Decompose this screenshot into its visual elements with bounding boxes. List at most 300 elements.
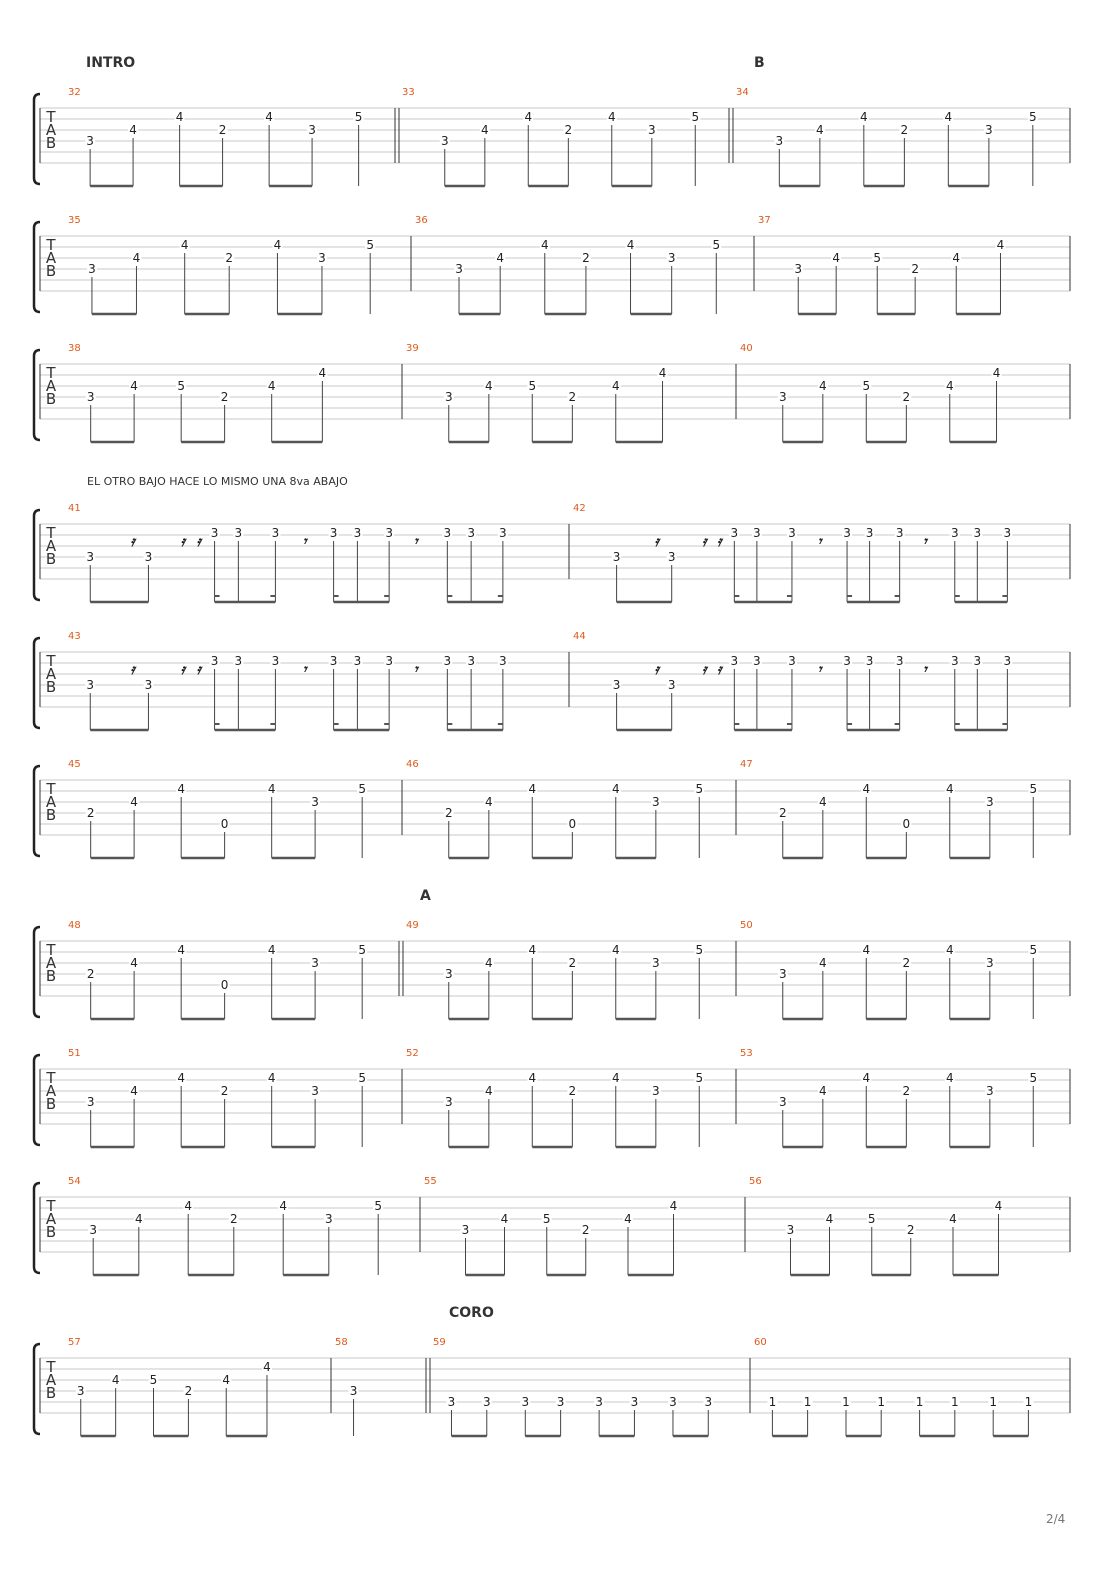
fret-number: 4 xyxy=(111,1373,120,1387)
fret-number: 3 xyxy=(444,967,453,981)
tab-clef-letter: T xyxy=(46,780,56,798)
measure-number: 47 xyxy=(740,759,753,770)
fret-number: 3 xyxy=(794,262,803,276)
fret-number: 3 xyxy=(986,956,994,970)
fret-number: 4 xyxy=(819,1084,827,1098)
fret-number: 2 xyxy=(568,390,577,404)
rest-symbol: 𝄿 xyxy=(130,662,135,678)
fret-number: 4 xyxy=(952,251,961,265)
fret-number: 0 xyxy=(568,817,577,831)
fret-number: 4 xyxy=(992,366,1001,380)
fret-number: 4 xyxy=(540,238,549,252)
fret-number: 4 xyxy=(496,251,505,265)
fret-number: 4 xyxy=(524,110,533,124)
fret-number: 3 xyxy=(973,526,982,540)
tab-system xyxy=(34,343,1070,442)
measure-number: 57 xyxy=(68,1337,81,1348)
fret-number: 3 xyxy=(144,678,153,692)
fret-number: 4 xyxy=(273,238,282,252)
performance-note: EL OTRO BAJO HACE LO MISMO UNA 8va ABAJO xyxy=(87,475,348,488)
fret-number: 3 xyxy=(986,1084,994,1098)
fret-number: 3 xyxy=(385,654,393,668)
fret-number: 0 xyxy=(220,817,229,831)
fret-number: 5 xyxy=(695,943,704,957)
rest-symbol: 𝄿 xyxy=(180,534,185,550)
tab-clef-letter: T xyxy=(46,941,56,959)
fret-number: 4 xyxy=(134,1212,143,1226)
tab-clef-letter: T xyxy=(46,108,56,126)
fret-number: 5 xyxy=(1028,110,1037,124)
fret-number: 3 xyxy=(652,1084,660,1098)
measure-number: 42 xyxy=(573,503,586,514)
fret-number: 2 xyxy=(86,806,95,820)
fret-number: 4 xyxy=(819,956,827,970)
fret-number: 3 xyxy=(778,1095,787,1109)
tab-clef-letter: A xyxy=(45,1082,57,1100)
fret-number: 3 xyxy=(778,967,787,981)
tab-clef-letter: B xyxy=(45,550,57,568)
tab-system xyxy=(34,920,1070,1019)
fret-number: 3 xyxy=(778,390,787,404)
fret-number: 3 xyxy=(865,654,874,668)
fret-number: 2 xyxy=(906,1223,915,1237)
measure-number: 54 xyxy=(68,1176,81,1187)
tab-clef-letter: B xyxy=(45,678,57,696)
fret-number: 3 xyxy=(455,262,463,276)
fret-number: 1 xyxy=(989,1395,998,1409)
fret-number: 4 xyxy=(180,238,189,252)
rest-symbol: 𝄿 xyxy=(130,534,135,550)
fret-number: 4 xyxy=(626,238,635,252)
system-bracket xyxy=(34,1344,40,1434)
fret-number: 3 xyxy=(556,1395,565,1409)
system-bracket xyxy=(34,766,40,856)
fret-number: 4 xyxy=(130,379,138,393)
fret-number: 4 xyxy=(832,251,840,265)
fret-number: 2 xyxy=(218,123,227,137)
fret-number: 1 xyxy=(950,1395,959,1409)
fret-number: 3 xyxy=(612,678,621,692)
fret-number: 4 xyxy=(265,110,273,124)
fret-number: 4 xyxy=(996,238,1005,252)
fret-number: 4 xyxy=(485,379,493,393)
fret-number: 4 xyxy=(944,110,953,124)
rest-symbol: 𝄿 xyxy=(196,662,201,678)
fret-number: 3 xyxy=(271,526,280,540)
fret-number: 3 xyxy=(788,654,796,668)
rest-symbol: 𝄾 xyxy=(302,662,307,678)
fret-number: 4 xyxy=(263,1360,271,1374)
tab-clef-letter: A xyxy=(45,665,57,683)
rest-symbol: 𝄾 xyxy=(817,662,822,678)
fret-number: 3 xyxy=(973,654,982,668)
fret-number: 4 xyxy=(862,943,871,957)
tab-clef-letter: T xyxy=(46,524,56,542)
fret-number: 5 xyxy=(1029,943,1038,957)
measure-number: 37 xyxy=(758,215,771,226)
tab-system xyxy=(34,631,1070,730)
fret-number: 3 xyxy=(210,526,219,540)
tab-clef-letter: B xyxy=(45,1223,57,1241)
fret-number: 5 xyxy=(695,782,704,796)
fret-number: 4 xyxy=(222,1373,231,1387)
fret-number: 5 xyxy=(354,110,363,124)
fret-number: 5 xyxy=(1029,782,1038,796)
tab-clef-letter: B xyxy=(45,1095,57,1113)
fret-number: 5 xyxy=(867,1212,876,1226)
fret-number: 1 xyxy=(877,1395,886,1409)
fret-number: 3 xyxy=(612,550,621,564)
tab-system xyxy=(34,215,1070,314)
fret-number: 5 xyxy=(358,782,367,796)
fret-number: 5 xyxy=(695,1071,704,1085)
fret-number: 4 xyxy=(267,379,276,393)
measure-number: 34 xyxy=(736,87,749,98)
fret-number: 3 xyxy=(895,526,904,540)
tab-clef-letter: A xyxy=(45,249,57,267)
fret-number: 4 xyxy=(481,123,489,137)
section-label-intro: INTRO xyxy=(86,55,136,71)
fret-number: 2 xyxy=(582,251,590,265)
fret-number: 5 xyxy=(712,238,721,252)
fret-number: 4 xyxy=(130,1084,138,1098)
fret-number: 2 xyxy=(568,956,577,970)
tab-clef-letter: A xyxy=(45,793,57,811)
fret-number: 4 xyxy=(607,110,616,124)
fret-number: 3 xyxy=(467,654,475,668)
measure-number: 46 xyxy=(406,759,419,770)
measure-number: 40 xyxy=(740,343,753,354)
fret-number: 5 xyxy=(149,1373,158,1387)
fret-number: 4 xyxy=(611,1071,620,1085)
tab-clef-letter: A xyxy=(45,537,57,555)
tab-system xyxy=(34,759,1070,858)
fret-number: 4 xyxy=(945,379,954,393)
fret-number: 2 xyxy=(902,956,911,970)
fret-number: 4 xyxy=(177,782,186,796)
fret-number: 3 xyxy=(89,1223,98,1237)
measure-number: 35 xyxy=(68,215,81,226)
fret-number: 4 xyxy=(130,795,138,809)
fret-number: 4 xyxy=(528,943,537,957)
rest-symbol: 𝄿 xyxy=(654,534,659,550)
fret-number: 4 xyxy=(500,1212,509,1226)
fret-number: 3 xyxy=(234,654,243,668)
fret-number: 3 xyxy=(447,1395,456,1409)
fret-number: 4 xyxy=(945,943,954,957)
measure-number: 44 xyxy=(573,631,586,642)
system-bracket xyxy=(34,350,40,440)
fret-number: 2 xyxy=(220,1084,229,1098)
fret-number: 3 xyxy=(595,1395,603,1409)
fret-number: 3 xyxy=(753,526,761,540)
rest-symbol: 𝄿 xyxy=(654,662,659,678)
fret-number: 2 xyxy=(778,806,787,820)
fret-number: 1 xyxy=(803,1395,812,1409)
fret-number: 1 xyxy=(915,1395,924,1409)
fret-number: 4 xyxy=(175,110,184,124)
measure-number: 60 xyxy=(754,1337,767,1348)
fret-number: 4 xyxy=(130,956,138,970)
fret-number: 3 xyxy=(86,550,95,564)
measure-number: 53 xyxy=(740,1048,753,1059)
fret-number: 4 xyxy=(819,379,827,393)
fret-number: 3 xyxy=(652,956,660,970)
tab-clef-letter: A xyxy=(45,954,57,972)
fret-number: 2 xyxy=(220,390,229,404)
tab-clef-letter: T xyxy=(46,236,56,254)
rest-symbol: 𝄾 xyxy=(413,534,418,550)
measure-number: 33 xyxy=(402,87,415,98)
fret-number: 4 xyxy=(825,1212,834,1226)
fret-number: 2 xyxy=(229,1212,238,1226)
tab-clef-letter: B xyxy=(45,134,57,152)
measure-number: 41 xyxy=(68,503,81,514)
fret-number: 4 xyxy=(267,1071,276,1085)
system-bracket xyxy=(34,927,40,1017)
fret-number: 4 xyxy=(994,1199,1003,1213)
section-label-a: A xyxy=(420,888,431,904)
fret-number: 5 xyxy=(358,1071,367,1085)
fret-number: 3 xyxy=(86,678,95,692)
fret-number: 3 xyxy=(895,654,904,668)
fret-number: 4 xyxy=(177,943,186,957)
fret-number: 5 xyxy=(862,379,871,393)
measure-number: 56 xyxy=(749,1176,762,1187)
tab-clef-letter: A xyxy=(45,377,57,395)
rest-symbol: 𝄿 xyxy=(717,534,722,550)
fret-number: 4 xyxy=(624,1212,632,1226)
tab-system xyxy=(34,87,1070,186)
fret-number: 3 xyxy=(440,134,449,148)
fret-number: 3 xyxy=(144,550,153,564)
fret-number: 2 xyxy=(225,251,234,265)
fret-number: 0 xyxy=(220,978,229,992)
measure-number: 49 xyxy=(406,920,419,931)
system-bracket xyxy=(34,222,40,312)
page-number: 2/4 xyxy=(1046,1512,1066,1526)
rest-symbol: 𝄿 xyxy=(702,662,707,678)
measure-number: 48 xyxy=(68,920,81,931)
fret-number: 4 xyxy=(949,1212,957,1226)
fret-number: 2 xyxy=(900,123,909,137)
fret-number: 3 xyxy=(667,251,676,265)
fret-number: 3 xyxy=(499,526,507,540)
measure-number: 32 xyxy=(68,87,81,98)
fret-number: 4 xyxy=(945,1071,954,1085)
measure-number: 51 xyxy=(68,1048,81,1059)
fret-number: 4 xyxy=(267,943,276,957)
fret-number: 3 xyxy=(210,654,219,668)
tab-system xyxy=(34,1176,1070,1275)
fret-number: 3 xyxy=(329,654,338,668)
fret-number: 1 xyxy=(1024,1395,1033,1409)
fret-number: 3 xyxy=(482,1395,491,1409)
fret-number: 3 xyxy=(630,1395,639,1409)
fret-number: 3 xyxy=(353,654,362,668)
fret-number: 3 xyxy=(444,390,453,404)
tab-clef-letter: B xyxy=(45,806,57,824)
fret-number: 3 xyxy=(1003,526,1012,540)
fret-number: 3 xyxy=(234,526,243,540)
fret-number: 2 xyxy=(444,806,453,820)
fret-number: 4 xyxy=(819,795,827,809)
fret-number: 3 xyxy=(669,1395,677,1409)
fret-number: 4 xyxy=(267,782,276,796)
fret-number: 3 xyxy=(86,390,95,404)
fret-number: 3 xyxy=(788,526,796,540)
fret-number: 3 xyxy=(704,1395,713,1409)
measure-number: 38 xyxy=(68,343,81,354)
fret-number: 5 xyxy=(1029,1071,1038,1085)
section-label-coro: CORO xyxy=(449,1305,494,1321)
tab-clef-letter: T xyxy=(46,1069,56,1087)
fret-number: 3 xyxy=(86,1095,95,1109)
rest-symbol: 𝄾 xyxy=(302,534,307,550)
fret-number: 3 xyxy=(775,134,784,148)
fret-number: 4 xyxy=(318,366,327,380)
tab-clef-letter: B xyxy=(45,1384,57,1402)
fret-number: 4 xyxy=(611,943,620,957)
measure-number: 39 xyxy=(406,343,419,354)
fret-number: 4 xyxy=(485,956,493,970)
tab-system xyxy=(34,503,1070,602)
measure-number: 45 xyxy=(68,759,81,770)
fret-number: 3 xyxy=(843,654,851,668)
fret-number: 2 xyxy=(902,390,911,404)
tab-clef-letter: A xyxy=(45,1210,57,1228)
fret-number: 3 xyxy=(950,654,959,668)
tab-clef-letter: B xyxy=(45,967,57,985)
fret-number: 5 xyxy=(177,379,186,393)
fret-number: 4 xyxy=(862,782,871,796)
fret-number: 3 xyxy=(86,134,94,148)
fret-number: 3 xyxy=(443,654,452,668)
fret-number: 3 xyxy=(652,795,660,809)
section-label-b: B xyxy=(754,55,765,71)
measure-number: 52 xyxy=(406,1048,419,1059)
fret-number: 5 xyxy=(358,943,367,957)
system-bracket xyxy=(34,510,40,600)
fret-number: 4 xyxy=(485,795,493,809)
system-bracket xyxy=(34,1183,40,1273)
fret-number: 2 xyxy=(902,1084,911,1098)
fret-number: 2 xyxy=(568,1084,577,1098)
fret-number: 3 xyxy=(499,654,507,668)
fret-number: 3 xyxy=(271,654,280,668)
fret-number: 4 xyxy=(132,251,141,265)
fret-number: 4 xyxy=(862,1071,871,1085)
tab-clef-letter: B xyxy=(45,390,57,408)
fret-number: 2 xyxy=(911,262,919,276)
fret-number: 3 xyxy=(76,1384,85,1398)
fret-number: 3 xyxy=(311,1084,319,1098)
rest-symbol: 𝄿 xyxy=(702,534,707,550)
fret-number: 3 xyxy=(843,526,851,540)
fret-number: 4 xyxy=(611,379,620,393)
fret-number: 3 xyxy=(730,654,739,668)
fret-number: 3 xyxy=(444,1095,453,1109)
measure-number: 43 xyxy=(68,631,81,642)
fret-number: 3 xyxy=(353,526,362,540)
fret-number: 5 xyxy=(374,1199,383,1213)
fret-number: 5 xyxy=(873,251,882,265)
fret-number: 5 xyxy=(542,1212,551,1226)
rest-symbol: 𝄾 xyxy=(817,534,822,550)
fret-number: 2 xyxy=(564,123,573,137)
fret-number: 4 xyxy=(279,1199,288,1213)
system-bracket xyxy=(34,638,40,728)
fret-number: 3 xyxy=(329,526,338,540)
fret-number: 4 xyxy=(177,1071,186,1085)
fret-number: 4 xyxy=(528,1071,537,1085)
fret-number: 3 xyxy=(753,654,761,668)
fret-number: 4 xyxy=(485,1084,493,1098)
fret-number: 0 xyxy=(902,817,911,831)
fret-number: 1 xyxy=(768,1395,777,1409)
tab-system xyxy=(34,1337,1070,1436)
fret-number: 3 xyxy=(318,251,326,265)
tab-clef-letter: A xyxy=(45,1371,57,1389)
fret-number: 3 xyxy=(443,526,452,540)
measure-number: 50 xyxy=(740,920,753,931)
fret-number: 4 xyxy=(528,782,537,796)
fret-number: 4 xyxy=(859,110,868,124)
system-bracket xyxy=(34,1055,40,1145)
fret-number: 3 xyxy=(667,550,676,564)
fret-number: 2 xyxy=(86,967,95,981)
fret-number: 4 xyxy=(184,1199,193,1213)
fret-number: 3 xyxy=(730,526,739,540)
fret-number: 3 xyxy=(950,526,959,540)
tab-clef-letter: B xyxy=(45,262,57,280)
measure-number: 59 xyxy=(433,1337,446,1348)
rest-symbol: 𝄾 xyxy=(922,662,927,678)
fret-number: 3 xyxy=(385,526,393,540)
fret-number: 2 xyxy=(581,1223,590,1237)
fret-number: 3 xyxy=(1003,654,1012,668)
tab-clef-letter: T xyxy=(46,1358,56,1376)
fret-number: 4 xyxy=(945,782,954,796)
fret-number: 3 xyxy=(461,1223,470,1237)
rest-symbol: 𝄾 xyxy=(922,534,927,550)
fret-number: 3 xyxy=(985,123,993,137)
fret-number: 4 xyxy=(611,782,620,796)
rest-symbol: 𝄿 xyxy=(717,662,722,678)
fret-number: 3 xyxy=(521,1395,530,1409)
fret-number: 5 xyxy=(528,379,537,393)
rest-symbol: 𝄿 xyxy=(196,534,201,550)
measure-number: 58 xyxy=(335,1337,348,1348)
rest-symbol: 𝄾 xyxy=(413,662,418,678)
fret-number: 4 xyxy=(816,123,824,137)
system-bracket xyxy=(34,94,40,184)
fret-number: 3 xyxy=(986,795,994,809)
fret-number: 4 xyxy=(129,123,137,137)
fret-number: 3 xyxy=(311,956,319,970)
fret-number: 3 xyxy=(349,1384,358,1398)
fret-number: 4 xyxy=(669,1199,678,1213)
tab-system xyxy=(34,1048,1070,1147)
measure-number: 55 xyxy=(424,1176,437,1187)
fret-number: 3 xyxy=(648,123,656,137)
tab-clef-letter: T xyxy=(46,1197,56,1215)
measure-number: 36 xyxy=(415,215,428,226)
tab-clef-letter: T xyxy=(46,652,56,670)
fret-number: 3 xyxy=(667,678,676,692)
fret-number: 2 xyxy=(184,1384,193,1398)
fret-number: 3 xyxy=(311,795,319,809)
